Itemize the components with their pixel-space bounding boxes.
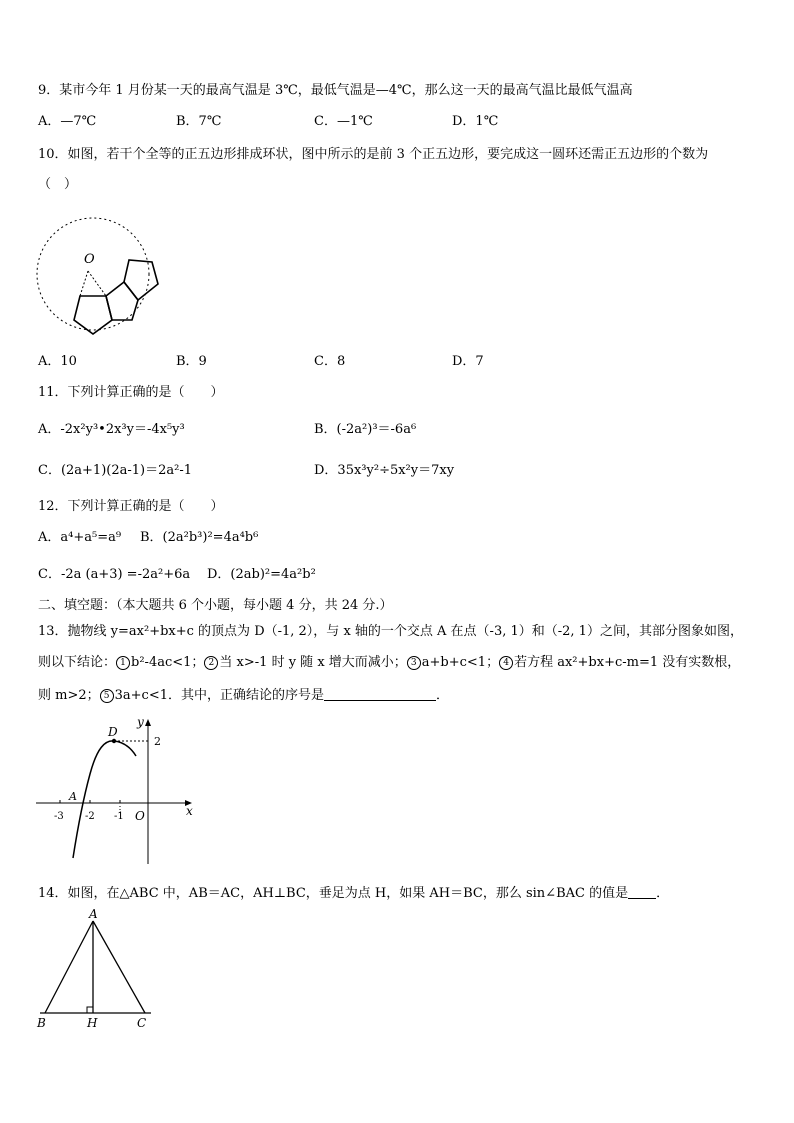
q12-option-b: B．(2a²b³)²=4a⁴b⁶ [140, 530, 259, 545]
vertex-c-label: C [137, 1016, 147, 1030]
q9-option-a: A．—7℃ [38, 114, 97, 129]
q9-option-d: D．1℃ [452, 114, 499, 129]
q14-triangle-figure [34, 906, 156, 1032]
q13-line3-prefix: 则 m>2； [38, 688, 100, 703]
q9-stem: 9．某市今年 1 月份某一天的最高气温是 3℃，最低气温是—4℃，那么这一天的最高气温比最低气温高 [38, 83, 633, 98]
circled-number-1: 1 [116, 656, 130, 670]
vertex-b-label: B [37, 1016, 46, 1030]
q13-end: ． [435, 688, 449, 703]
q13-conclusion-2: 当 x>-1 时 y 随 x 增大而减小； [219, 655, 407, 670]
q13-conclusion-3: a+b+c<1； [421, 655, 500, 670]
q11-option-d: D．35x³y²÷5x²y＝7xy [314, 463, 455, 478]
x-tick-minus2: -2 [85, 811, 95, 822]
q13-line3 [38, 686, 449, 705]
dotted-radius-left [80, 271, 88, 296]
q11-option-a: A．-2x²y³•2x³y＝-4x⁵y³ [38, 422, 185, 437]
x-tick-minus3: -3 [54, 811, 64, 822]
q13-conclusion-4: 若方程 ax²+bx+c-m=1 没有实数根， [514, 655, 741, 670]
circled-number-3: 3 [407, 656, 421, 670]
side-ab [45, 921, 93, 1013]
section-heading: 二、填空题：（本大题共 6 个小题，每小题 4 分，共 24 分.） [38, 598, 393, 613]
q11-stem: 11．下列计算正确的是（ ） [38, 385, 224, 400]
vertex-a-label: A [89, 907, 98, 921]
q12-option-c: C．-2a (a+3) =-2a²+6a [38, 567, 191, 582]
x-axis-label: x [186, 804, 193, 818]
x-tick-minus1: -1 [114, 811, 124, 822]
origin-label: O [135, 809, 145, 823]
q12-option-a: A．a⁴+a⁵=a⁹ [38, 530, 122, 545]
q10-stem-line1: 10．如图，若干个全等的正五边形排成环状，图中所示的是前 3 个正五边形，要完成这一圆环还需正五边形的个数为 [38, 147, 709, 162]
vertex-label: D [108, 725, 118, 739]
q14-end: ． [656, 886, 670, 901]
parabola-curve [73, 741, 136, 858]
pentagon-3 [124, 260, 158, 300]
y-tick-2: 2 [154, 735, 161, 748]
q12-option-d: D．(2ab)²=4a²b² [207, 567, 316, 582]
q11-option-b: B．(-2a²)³＝-6a⁶ [314, 422, 417, 437]
point-a-label: A [69, 790, 77, 803]
q11-option-c: C．(2a+1)(2a-1)＝2a²-1 [38, 463, 193, 478]
q14-stem-text: 14．如图，在△ABC 中，AB＝AC，AH⊥BC，垂足为点 H，如果 AH＝BC，那么 sin∠BAC 的值是 [38, 886, 629, 901]
vertex-point [112, 739, 116, 743]
side-ac [93, 921, 145, 1013]
q10-stem-line2: （ ） [38, 177, 78, 192]
q12-stem: 12．下列计算正确的是（ ） [38, 499, 224, 514]
q13-line1: 13．抛物线 y=ax²+bx+c 的顶点为 D（-1, 2），与 x 轴的一个交点 A 在点（-3, 1）和（-2, 1）之间，其部分图象如图， [38, 624, 743, 639]
q10-option-d: D．7 [452, 354, 484, 369]
q14-stem [38, 884, 669, 903]
dashed-circle [37, 218, 149, 330]
vertex-h-label: H [87, 1016, 98, 1030]
right-angle-mark [87, 1007, 93, 1013]
q10-option-c: C．8 [314, 354, 346, 369]
pentagon-2 [106, 282, 138, 320]
q13-conclusion-1: b²-4ac<1； [131, 655, 205, 670]
q13-conclusion-5: 3a+c<1．其中，正确结论的序号是 [114, 688, 324, 703]
q13-line2-prefix: 则以下结论： [38, 655, 117, 670]
circled-number-2: 2 [204, 656, 218, 670]
q9-option-c: C．—1℃ [314, 114, 373, 129]
q13-answer-blank[interactable] [324, 686, 436, 701]
center-label: O [84, 252, 95, 267]
y-axis-arrow [145, 719, 151, 726]
q10-pentagon-ring-figure [36, 208, 166, 350]
q9-option-b: B．7℃ [176, 114, 222, 129]
y-axis-label: y [137, 716, 144, 729]
q13-line2 [38, 654, 740, 672]
circled-number-4: 4 [499, 656, 513, 670]
dotted-radius-right [88, 271, 106, 296]
q10-option-a: A．10 [38, 354, 77, 369]
q13-parabola-graph [34, 716, 200, 868]
q10-option-b: B．9 [176, 354, 207, 369]
q14-answer-blank[interactable] [628, 884, 656, 899]
circled-number-5: 5 [100, 689, 114, 703]
